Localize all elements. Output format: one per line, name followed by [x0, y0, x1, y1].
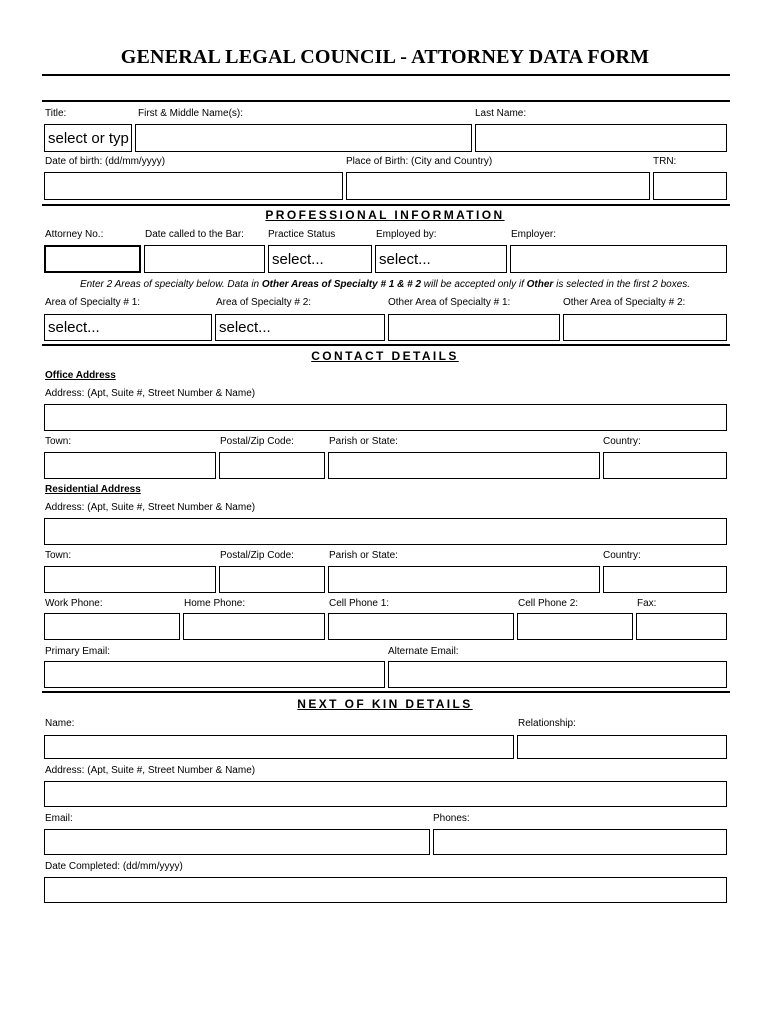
kin-email-input[interactable]: [44, 829, 430, 855]
residential-address-input[interactable]: [44, 518, 727, 545]
last-name-input[interactable]: [475, 124, 727, 152]
office-country-label: Country:: [603, 436, 641, 447]
pob-label: Place of Birth: (City and Country): [346, 156, 493, 167]
office-address-input[interactable]: [44, 404, 727, 431]
cell-phone1-label: Cell Phone 1:: [329, 598, 390, 609]
other-specialty2-input[interactable]: [563, 314, 727, 341]
alternate-email-label: Alternate Email:: [388, 646, 459, 657]
practice-status-select[interactable]: select...: [268, 245, 372, 273]
specialty1-select[interactable]: select...: [44, 314, 212, 341]
kin-relationship-input[interactable]: [517, 735, 727, 759]
specialty1-label: Area of Specialty # 1:: [45, 297, 141, 308]
date-completed-input[interactable]: [44, 877, 727, 903]
work-phone-label: Work Phone:: [45, 598, 103, 609]
personal-divider: [42, 100, 730, 102]
trn-input[interactable]: [653, 172, 727, 200]
date-called-input[interactable]: [144, 245, 265, 273]
fax-label: Fax:: [637, 598, 657, 609]
form-title: GENERAL LEGAL COUNCIL - ATTORNEY DATA FORM: [120, 46, 650, 68]
title-select[interactable]: select or typ: [44, 124, 132, 152]
professional-heading: PROFESSIONAL INFORMATION: [265, 208, 505, 222]
kin-phones-label: Phones:: [433, 813, 470, 824]
dob-label: Date of birth: (dd/mm/yyyy): [45, 156, 166, 167]
primary-email-input[interactable]: [44, 661, 385, 688]
other-specialty2-label: Other Area of Specialty # 2:: [563, 297, 686, 308]
specialty2-select[interactable]: select...: [215, 314, 385, 341]
kin-address-input[interactable]: [44, 781, 727, 807]
employed-by-label: Employed by:: [376, 229, 437, 240]
attorney-no-input[interactable]: [44, 245, 141, 273]
residential-postal-input[interactable]: [219, 566, 325, 593]
employer-input[interactable]: [510, 245, 727, 273]
cell-phone1-input[interactable]: [328, 613, 514, 640]
first-middle-name-input[interactable]: [135, 124, 472, 152]
other-specialty1-label: Other Area of Specialty # 1:: [388, 297, 511, 308]
professional-divider: [42, 204, 730, 206]
work-phone-input[interactable]: [44, 613, 180, 640]
residential-town-label: Town:: [45, 550, 72, 561]
alternate-email-input[interactable]: [388, 661, 727, 688]
kin-phones-input[interactable]: [433, 829, 727, 855]
next-of-kin-divider: [42, 691, 730, 693]
attorney-no-label: Attorney No.:: [45, 229, 104, 240]
title-label: Title:: [45, 108, 67, 119]
residential-town-input[interactable]: [44, 566, 216, 593]
kin-address-label: Address: (Apt, Suite #, Street Number & Name): [45, 765, 256, 776]
residential-postal-label: Postal/Zip Code:: [220, 550, 294, 561]
date-completed-label: Date Completed: (dd/mm/yyyy): [45, 861, 183, 872]
residential-address-label: Address: (Apt, Suite #, Street Number & Name): [45, 502, 256, 513]
residential-address-heading: Residential Address: [45, 484, 141, 495]
home-phone-label: Home Phone:: [184, 598, 246, 609]
pob-input[interactable]: [346, 172, 650, 200]
home-phone-input[interactable]: [183, 613, 325, 640]
office-town-input[interactable]: [44, 452, 216, 479]
cell-phone2-input[interactable]: [517, 613, 633, 640]
employed-by-select[interactable]: select...: [375, 245, 507, 273]
office-address-label: Address: (Apt, Suite #, Street Number & Name): [45, 388, 256, 399]
office-parish-label: Parish or State:: [329, 436, 398, 447]
kin-email-label: Email:: [45, 813, 73, 824]
contact-heading: CONTACT DETAILS: [311, 349, 459, 363]
residential-country-input[interactable]: [603, 566, 727, 593]
residential-parish-label: Parish or State:: [329, 550, 398, 561]
kin-relationship-label: Relationship:: [518, 718, 576, 729]
last-name-label: Last Name:: [475, 108, 527, 119]
office-postal-label: Postal/Zip Code:: [220, 436, 294, 447]
kin-name-input[interactable]: [44, 735, 514, 759]
cell-phone2-label: Cell Phone 2:: [518, 598, 579, 609]
next-of-kin-heading: NEXT OF KIN DETAILS: [297, 697, 473, 711]
other-specialty1-input[interactable]: [388, 314, 560, 341]
practice-status-label: Practice Status: [268, 229, 336, 240]
contact-divider: [42, 344, 730, 346]
kin-name-label: Name:: [45, 718, 75, 729]
first-middle-name-label: First & Middle Name(s):: [138, 108, 244, 119]
specialty2-label: Area of Specialty # 2:: [216, 297, 312, 308]
office-country-input[interactable]: [603, 452, 727, 479]
dob-input[interactable]: [44, 172, 343, 200]
trn-label: TRN:: [653, 156, 677, 167]
primary-email-label: Primary Email:: [45, 646, 111, 657]
date-called-label: Date called to the Bar:: [145, 229, 244, 240]
employer-label: Employer:: [511, 229, 557, 240]
office-address-heading: Office Address: [45, 370, 116, 381]
residential-parish-input[interactable]: [328, 566, 600, 593]
fax-input[interactable]: [636, 613, 727, 640]
office-parish-input[interactable]: [328, 452, 600, 479]
specialty-note: Enter 2 Areas of specialty below. Data in Other Areas of Specialty # 1 & # 2 will be accepted only if Other is selected in the first 2 boxes.: [79, 279, 691, 290]
office-postal-input[interactable]: [219, 452, 325, 479]
title-divider: [42, 74, 730, 76]
residential-country-label: Country:: [603, 550, 641, 561]
office-town-label: Town:: [45, 436, 72, 447]
